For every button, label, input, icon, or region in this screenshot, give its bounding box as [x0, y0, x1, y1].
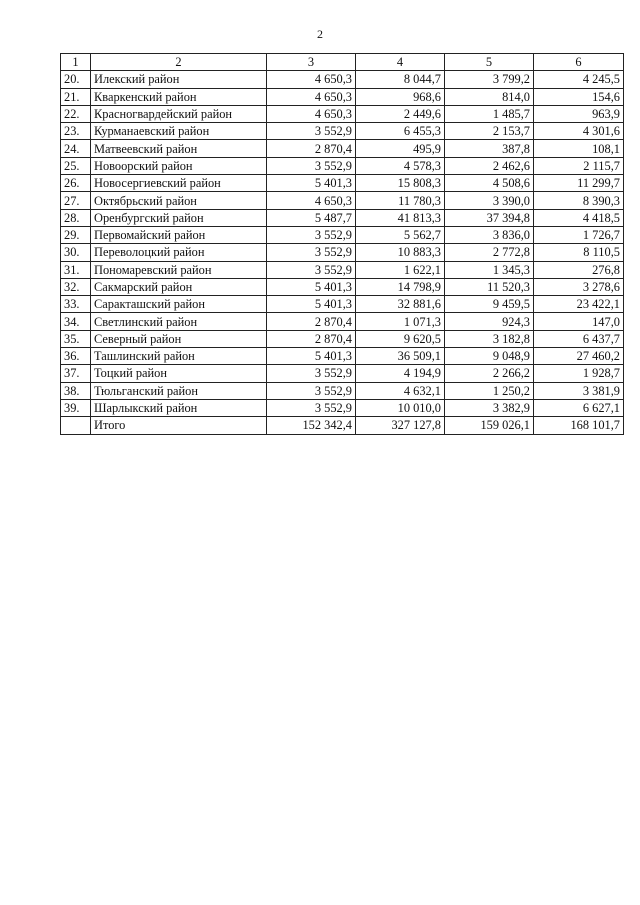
row-number: 36.: [61, 348, 91, 365]
column-header: 6: [534, 54, 624, 71]
table-body: [61, 71, 624, 417]
row-number: 22.: [61, 105, 91, 122]
row-number: 28.: [61, 209, 91, 226]
value-col-5: 3 836,0: [445, 226, 534, 243]
column-header: 2: [91, 54, 267, 71]
table-row: [61, 175, 624, 192]
column-header: 3: [267, 54, 356, 71]
table-row: [61, 105, 624, 122]
row-number: 35.: [61, 330, 91, 347]
value-col-6: 3 278,6: [534, 278, 624, 295]
total-value: 168 101,7: [534, 417, 624, 434]
value-col-5: 9 048,9: [445, 348, 534, 365]
value-col-5: 814,0: [445, 88, 534, 105]
value-col-6: 963,9: [534, 105, 624, 122]
value-col-6: 4 301,6: [534, 123, 624, 140]
value-col-3: 2 870,4: [267, 313, 356, 330]
value-col-3: 3 552,9: [267, 382, 356, 399]
row-number: 32.: [61, 278, 91, 295]
table-row: [61, 261, 624, 278]
value-col-4: 9 620,5: [356, 330, 445, 347]
value-col-4: 495,9: [356, 140, 445, 157]
district-name: Пономаревский район: [91, 261, 267, 278]
row-number: 39.: [61, 399, 91, 416]
value-col-6: 108,1: [534, 140, 624, 157]
value-col-5: 9 459,5: [445, 296, 534, 313]
row-number: 38.: [61, 382, 91, 399]
row-number: 34.: [61, 313, 91, 330]
district-name: Переволоцкий район: [91, 244, 267, 261]
table-row: [61, 365, 624, 382]
page-number: 2: [317, 27, 323, 41]
value-col-6: 8 390,3: [534, 192, 624, 209]
value-col-4: 36 509,1: [356, 348, 445, 365]
value-col-3: 3 552,9: [267, 365, 356, 382]
value-col-4: 5 562,7: [356, 226, 445, 243]
value-col-6: 6 437,7: [534, 330, 624, 347]
value-col-5: 37 394,8: [445, 209, 534, 226]
value-col-4: 1 622,1: [356, 261, 445, 278]
table-row: [61, 226, 624, 243]
row-number: 26.: [61, 175, 91, 192]
district-name: Матвеевский район: [91, 140, 267, 157]
district-name: Новоорский район: [91, 157, 267, 174]
district-name: Шарлыкский район: [91, 399, 267, 416]
district-name: Илекский район: [91, 71, 267, 88]
value-col-4: 41 813,3: [356, 209, 445, 226]
value-col-4: 968,6: [356, 88, 445, 105]
total-value: 159 026,1: [445, 417, 534, 434]
value-col-3: 4 650,3: [267, 192, 356, 209]
value-col-3: 3 552,9: [267, 261, 356, 278]
value-col-4: 4 578,3: [356, 157, 445, 174]
district-name: Курманаевский район: [91, 123, 267, 140]
total-label: Итого: [91, 417, 267, 434]
district-name: Оренбургский район: [91, 209, 267, 226]
value-col-4: 1 071,3: [356, 313, 445, 330]
value-col-3: 3 552,9: [267, 399, 356, 416]
table-row: [61, 71, 624, 88]
total-index-cell: [61, 417, 91, 434]
value-col-3: 5 401,3: [267, 175, 356, 192]
value-col-6: 6 627,1: [534, 399, 624, 416]
value-col-4: 6 455,3: [356, 123, 445, 140]
value-col-3: 4 650,3: [267, 88, 356, 105]
row-number: 20.: [61, 71, 91, 88]
column-header: 5: [445, 54, 534, 71]
value-col-3: 5 487,7: [267, 209, 356, 226]
value-col-5: 387,8: [445, 140, 534, 157]
value-col-5: 2 772,8: [445, 244, 534, 261]
value-col-4: 10 010,0: [356, 399, 445, 416]
value-col-4: 32 881,6: [356, 296, 445, 313]
value-col-4: 15 808,3: [356, 175, 445, 192]
value-col-5: 3 799,2: [445, 71, 534, 88]
value-col-5: 4 508,6: [445, 175, 534, 192]
table-row: [61, 140, 624, 157]
value-col-3: 4 650,3: [267, 105, 356, 122]
total-value: 152 342,4: [267, 417, 356, 434]
value-col-6: 147,0: [534, 313, 624, 330]
value-col-3: 3 552,9: [267, 244, 356, 261]
total-value: 327 127,8: [356, 417, 445, 434]
value-col-3: 4 650,3: [267, 71, 356, 88]
table-row: [61, 330, 624, 347]
value-col-5: 2 462,6: [445, 157, 534, 174]
row-number: 27.: [61, 192, 91, 209]
value-col-6: 11 299,7: [534, 175, 624, 192]
value-col-5: 2 266,2: [445, 365, 534, 382]
table-row: [61, 382, 624, 399]
district-name: Светлинский район: [91, 313, 267, 330]
value-col-5: 11 520,3: [445, 278, 534, 295]
row-number: 30.: [61, 244, 91, 261]
column-header: 4: [356, 54, 445, 71]
table-row: [61, 296, 624, 313]
row-number: 31.: [61, 261, 91, 278]
value-col-6: 23 422,1: [534, 296, 624, 313]
total-row: [61, 417, 624, 434]
row-number: 33.: [61, 296, 91, 313]
value-col-3: 3 552,9: [267, 123, 356, 140]
row-number: 29.: [61, 226, 91, 243]
value-col-6: 4 245,5: [534, 71, 624, 88]
row-number: 24.: [61, 140, 91, 157]
value-col-6: 4 418,5: [534, 209, 624, 226]
table-row: [61, 123, 624, 140]
value-col-3: 2 870,4: [267, 140, 356, 157]
value-col-5: 1 250,2: [445, 382, 534, 399]
row-number: 23.: [61, 123, 91, 140]
table-row: [61, 88, 624, 105]
value-col-5: 924,3: [445, 313, 534, 330]
column-header: 1: [61, 54, 91, 71]
value-col-5: 2 153,7: [445, 123, 534, 140]
value-col-4: 2 449,6: [356, 105, 445, 122]
table-row: [61, 157, 624, 174]
value-col-4: 11 780,3: [356, 192, 445, 209]
value-col-6: 8 110,5: [534, 244, 624, 261]
district-name: Северный район: [91, 330, 267, 347]
district-name: Саракташский район: [91, 296, 267, 313]
value-col-6: 27 460,2: [534, 348, 624, 365]
district-name: Ташлинский район: [91, 348, 267, 365]
budget-table: [60, 53, 624, 435]
value-col-6: 2 115,7: [534, 157, 624, 174]
value-col-6: 276,8: [534, 261, 624, 278]
district-name: Кваркенский район: [91, 88, 267, 105]
row-number: 37.: [61, 365, 91, 382]
row-number: 25.: [61, 157, 91, 174]
table-row: [61, 278, 624, 295]
table-row: [61, 348, 624, 365]
district-name: Красногвардейский район: [91, 105, 267, 122]
table-row: [61, 209, 624, 226]
value-col-5: 3 390,0: [445, 192, 534, 209]
value-col-3: 5 401,3: [267, 278, 356, 295]
value-col-5: 1 485,7: [445, 105, 534, 122]
district-name: Сакмарский район: [91, 278, 267, 295]
value-col-5: 3 182,8: [445, 330, 534, 347]
value-col-6: 1 928,7: [534, 365, 624, 382]
district-name: Октябрьский район: [91, 192, 267, 209]
value-col-5: 1 345,3: [445, 261, 534, 278]
value-col-4: 10 883,3: [356, 244, 445, 261]
value-col-3: 5 401,3: [267, 348, 356, 365]
value-col-5: 3 382,9: [445, 399, 534, 416]
value-col-4: 4 632,1: [356, 382, 445, 399]
value-col-4: 8 044,7: [356, 71, 445, 88]
table-row: [61, 192, 624, 209]
district-name: Первомайский район: [91, 226, 267, 243]
value-col-4: 4 194,9: [356, 365, 445, 382]
value-col-4: 14 798,9: [356, 278, 445, 295]
value-col-3: 3 552,9: [267, 226, 356, 243]
value-col-6: 1 726,7: [534, 226, 624, 243]
table-row: [61, 244, 624, 261]
table-row: [61, 313, 624, 330]
value-col-3: 3 552,9: [267, 157, 356, 174]
district-name: Новосергиевский район: [91, 175, 267, 192]
value-col-6: 3 381,9: [534, 382, 624, 399]
district-name: Тоцкий район: [91, 365, 267, 382]
value-col-3: 5 401,3: [267, 296, 356, 313]
value-col-3: 2 870,4: [267, 330, 356, 347]
district-name: Тюльганский район: [91, 382, 267, 399]
row-number: 21.: [61, 88, 91, 105]
column-number-row: [61, 54, 624, 71]
table-row: [61, 399, 624, 416]
value-col-6: 154,6: [534, 88, 624, 105]
